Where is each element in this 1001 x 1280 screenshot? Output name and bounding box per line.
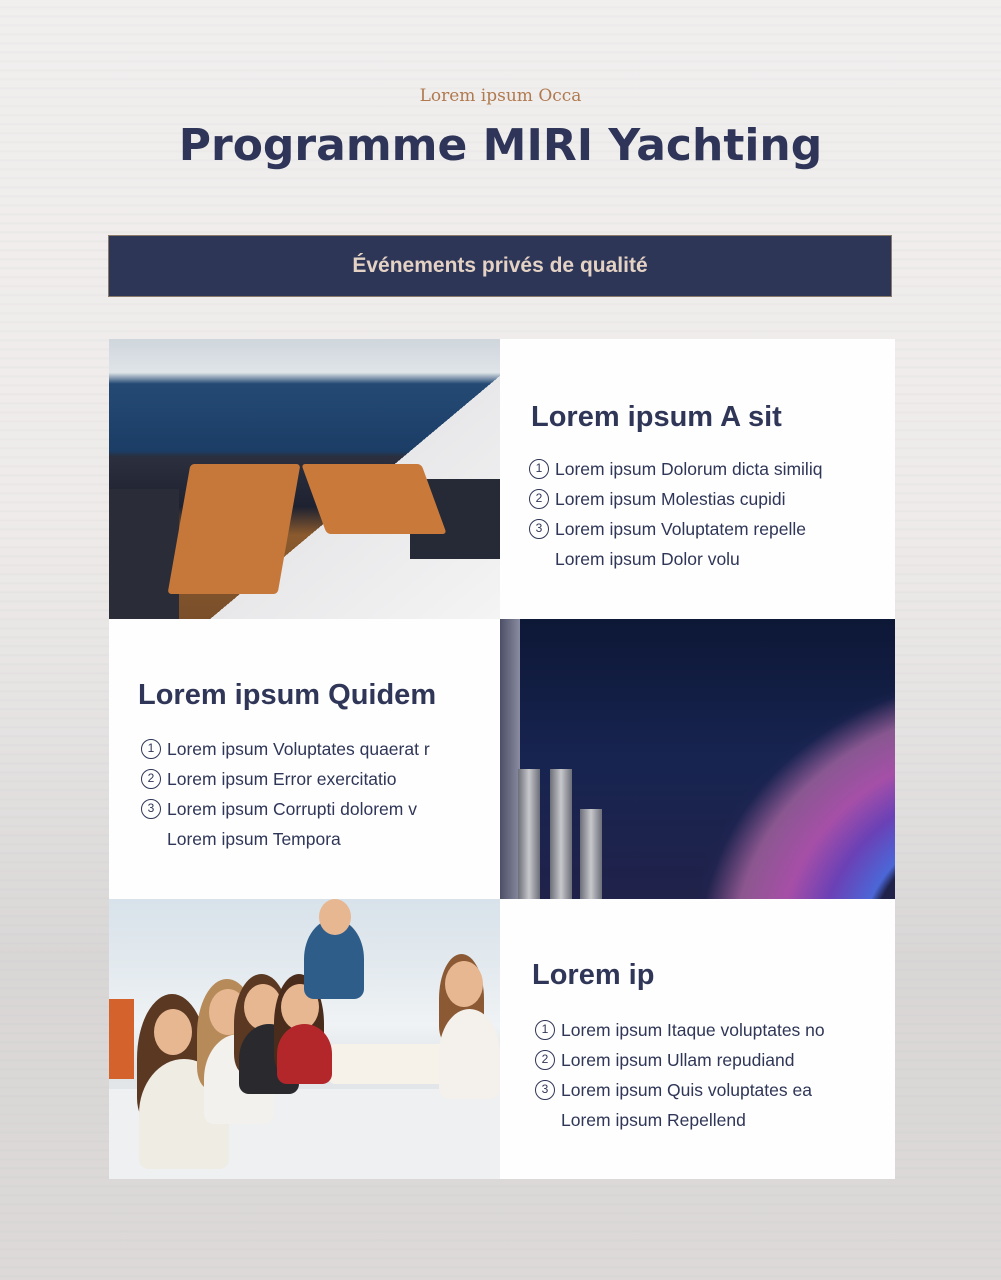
seat-shape [109, 489, 179, 619]
page-title: Programme MIRI Yachting [178, 120, 823, 171]
page-subtitle: Lorem ipsum Occa [419, 86, 582, 106]
section-list [529, 454, 822, 574]
banner-text: Événements privés de qualité [352, 254, 648, 277]
list-item: Lorem ipsum Tempora [167, 829, 341, 849]
section-panel-2 [109, 619, 500, 899]
yacht-dining-photo [109, 339, 500, 619]
pillar-shape [518, 769, 540, 899]
person-shape [277, 1024, 332, 1084]
face-shape [154, 1009, 192, 1055]
table-shape [301, 464, 446, 534]
banner [108, 235, 892, 297]
list-item: 1 Lorem ipsum Dolorum dicta similiq [529, 454, 822, 484]
list-item: 2 Lorem ipsum Error exercitatio [141, 764, 430, 794]
fountain-lights-photo [500, 619, 895, 899]
section-heading: Lorem ipsum Quidem [138, 679, 437, 711]
section-list [141, 734, 430, 854]
section-panel-1 [500, 339, 895, 619]
life-jacket-shape [109, 999, 134, 1079]
bridge-shape [500, 619, 520, 899]
person-shape [439, 1009, 500, 1099]
table-shape [168, 464, 301, 594]
list-item: 2 Lorem ipsum Ullam repudiand [535, 1045, 825, 1075]
section-panel-3 [500, 899, 895, 1179]
face-shape [445, 961, 483, 1007]
list-item: 1 Lorem ipsum Voluptates quaerat r [141, 734, 430, 764]
list-item: 2 Lorem ipsum Molestias cupidi [529, 484, 822, 514]
list-item: Lorem ipsum Repellend [561, 1110, 746, 1130]
list-item: 3 Lorem ipsum Corrupti dolorem v [141, 794, 430, 824]
list-item: 1 Lorem ipsum Itaque voluptates no [535, 1015, 825, 1045]
face-shape [319, 899, 351, 935]
pillar-shape [580, 809, 602, 899]
section-heading: Lorem ip [532, 959, 655, 991]
section-heading: Lorem ipsum A sit [531, 401, 782, 433]
food-table-shape [329, 1044, 449, 1084]
list-item: 3 Lorem ipsum Quis voluptates ea [535, 1075, 825, 1105]
list-item: 3 Lorem ipsum Voluptatem repelle [529, 514, 822, 544]
section-list [535, 1015, 825, 1135]
party-sailboat-photo [109, 899, 500, 1179]
list-item: Lorem ipsum Dolor volu [555, 549, 740, 569]
pillar-shape [550, 769, 572, 899]
